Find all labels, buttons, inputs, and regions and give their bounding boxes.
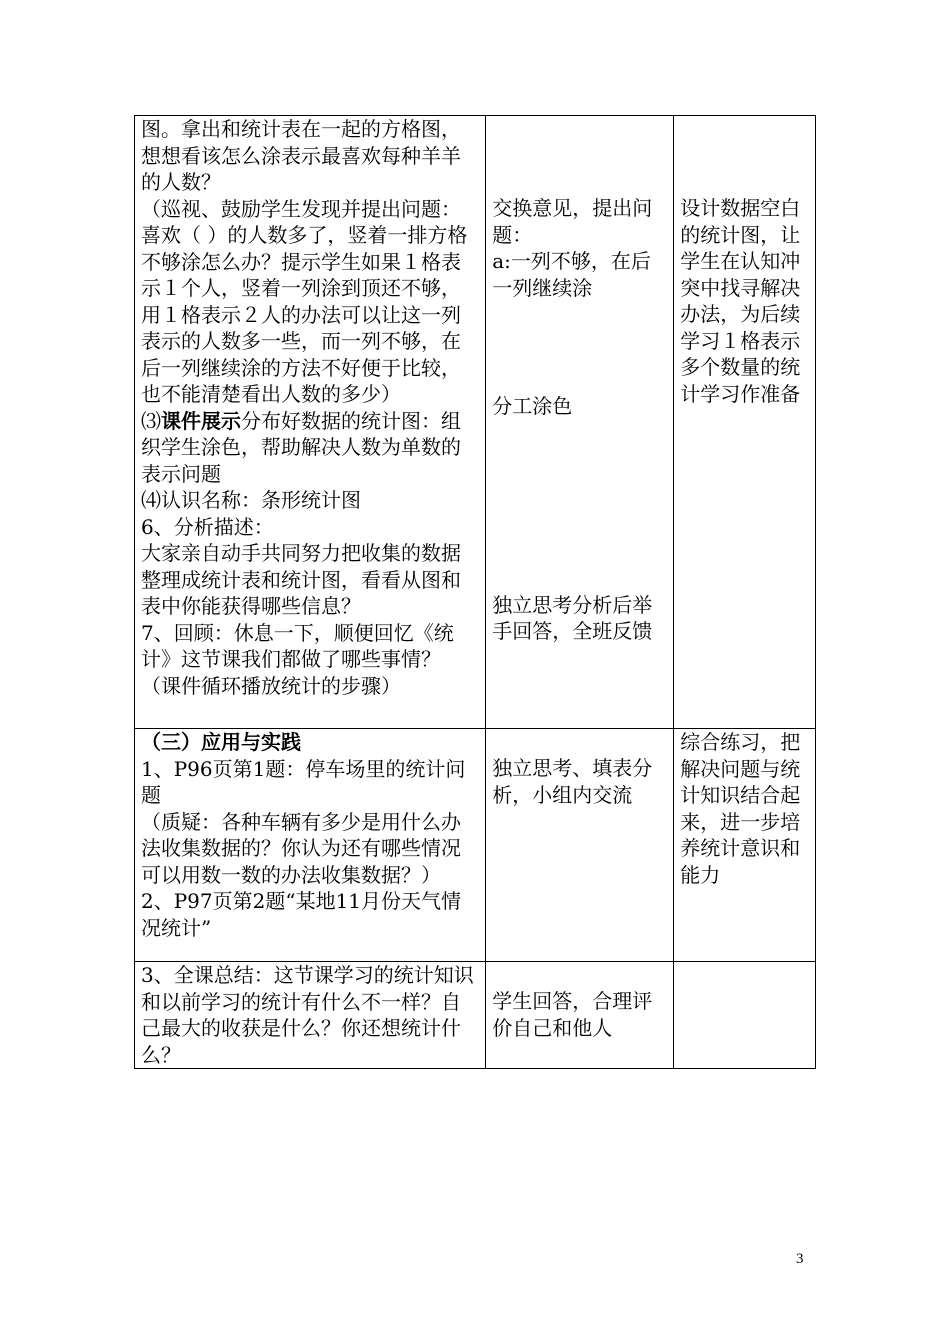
text-paragraph: 1、P96页第1题：停车场里的统计问题 [141,756,466,807]
table-row [135,962,816,1069]
teacher-activity-cell [135,729,486,962]
courseware-highlight: 课件展示 [161,408,241,433]
design-intent-cell [674,116,816,729]
step-number: ⑶ [141,408,161,433]
text-paragraph: 学生回答，合理评价自己和他人 [492,989,653,1040]
text-paragraph: 分工涂色 [492,394,573,418]
text-paragraph: 交换意见，提出问题： [492,196,653,247]
design-intent-cell [674,729,816,962]
text-paragraph: 6、分析描述： [141,514,274,539]
text-paragraph: 设计数据空白的统计图，让学生在认知冲突中找寻解决办法，为后续学习１格表示多个数量的统计学习作准备 [680,196,801,406]
teacher-activity-cell [135,116,486,729]
text-paragraph: 7、回顾：休息一下，顺便回忆《统计》这节课我们都做了哪些事情？（课件循环播放统计的步骤） [141,620,454,698]
table-row [135,116,816,729]
section-heading: （三）应用与实践 [141,730,301,754]
text-paragraph: 大家亲自动手共同努力把收集的数据整理成统计表和统计图，看看从图和表中你能获得哪些信息？ [141,541,461,618]
text-paragraph: 图。拿出和统计表在一起的方格图，想想看该怎么涂表示最喜欢每种羊羊的人数？ [141,117,461,194]
table-row [135,729,816,962]
text-paragraph: 2、P97页第2题“某地11月份天气情况统计” [141,889,462,940]
text-paragraph: 独立思考分析后举手回答，全班反馈 [492,592,653,643]
text-paragraph: a:一列不够，在后一列继续涂 [492,249,651,300]
design-intent-cell [674,962,816,1069]
text-paragraph: ⑷认识名称：条形统计图 [141,488,361,512]
page-number: 3 [796,1251,804,1267]
step-text: 分布好数据的统计图：组织学生涂色，帮助解决人数为单数的表示问题 [141,408,461,486]
student-activity-cell [486,962,674,1069]
text-paragraph: 综合练习，把解决问题与统计知识结合起来，进一步培养统计意识和能力 [680,730,801,887]
text-paragraph: 独立思考、填表分析，小组内交流 [492,756,653,807]
student-activity-cell [486,729,674,962]
text-paragraph: 3、全课总结：这节课学习的统计知识和以前学习的统计有什么不一样？自己最大的收获是什么？你还想统计什么？ [141,963,474,1067]
text-paragraph [141,408,479,488]
teacher-activity-cell [135,962,486,1069]
student-activity-cell [486,116,674,729]
text-paragraph: （质疑：各种车辆有多少是用什么办法收集数据的？你认为还有哪些情况可以用数一数的办法收集数据？） [141,809,461,887]
lesson-plan-table [134,115,816,1069]
text-paragraph: （巡视、鼓励学生发现并提出问题：喜欢（ ）的人数多了，竖着一排方格不够涂怎么办？提示学生如果１格表示１个人，竖着一列涂到顶还不够，用１格表示２人的办法可以让这一列表示的人数多一些，而一列不够，在后一列继续涂的方法不好便于比较，也不能清楚看出人数的多少） [141,196,468,406]
